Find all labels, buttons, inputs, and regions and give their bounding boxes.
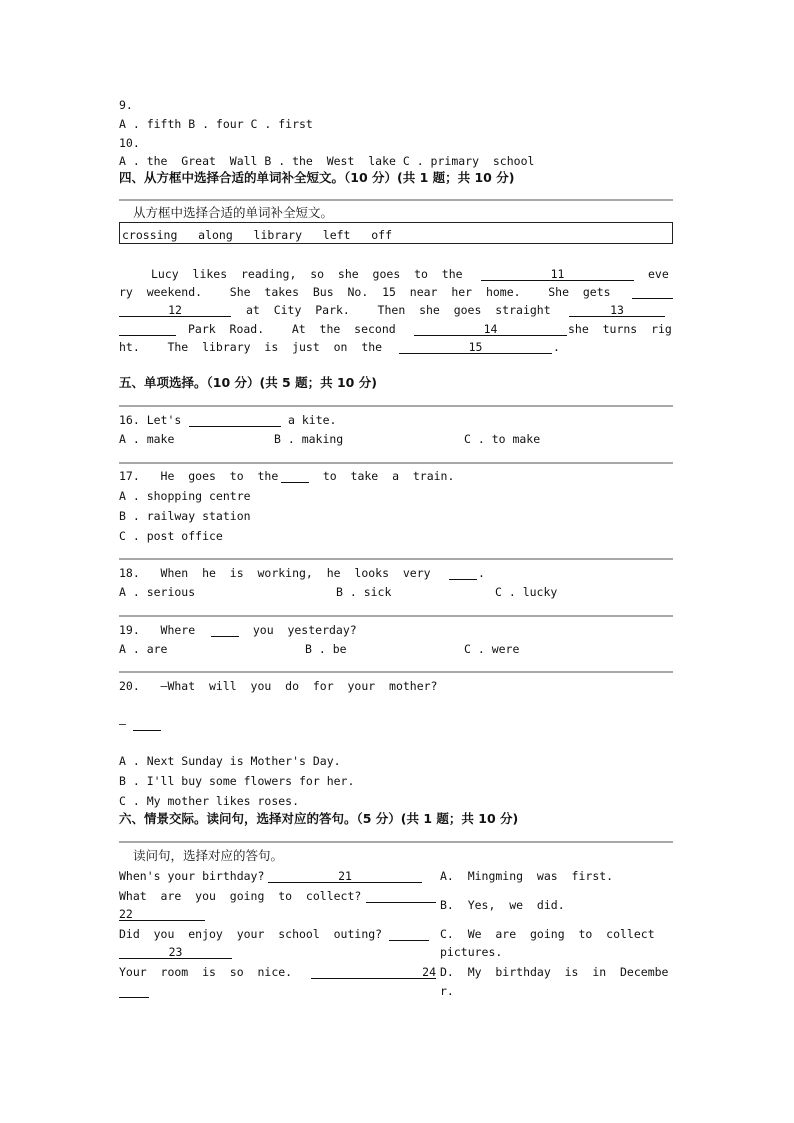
q16-stem-b: a kite. [288, 413, 337, 427]
passage-line-1-end: eve [648, 267, 669, 281]
q24-question: Your room is so nice. [119, 965, 293, 979]
divider [119, 841, 673, 843]
q9-options: A . fifth B . four C . first [119, 117, 313, 131]
blank-13-number: 13 [569, 303, 665, 317]
blank-14-number: 14 [414, 322, 567, 336]
blank-15-number: 15 [399, 340, 552, 354]
q16-option-b[interactable]: B . making [274, 432, 344, 446]
passage-line-1: Lucy likes reading, so she goes to the [151, 267, 463, 281]
q20-option-b[interactable]: B . I'll buy some flowers for her. [119, 774, 355, 788]
q21-question: When's your birthday? [119, 869, 265, 883]
word-box-words: crossing along library left off [122, 228, 393, 242]
q16-blank[interactable] [189, 413, 281, 430]
q20-reply: — [119, 717, 126, 731]
blank-22[interactable] [119, 907, 205, 921]
answer-c-line-1: C. We are going to collect [440, 927, 655, 941]
section5-title: 五、单项选择。（10 分）(共 5 题；共 10 分) [119, 375, 377, 390]
answer-d-line-1: D. My birthday is in Decembe [440, 965, 669, 979]
q18-option-b[interactable]: B . sick [336, 585, 392, 599]
blank-13[interactable] [569, 303, 665, 317]
q19-option-c[interactable]: C . were [464, 642, 520, 656]
blank-21[interactable] [268, 869, 422, 883]
q19-blank[interactable] [211, 623, 239, 640]
answer-b: B. Yes, we did. [440, 898, 565, 912]
answer-c-line-2: pictures. [440, 945, 503, 959]
blank-15[interactable] [399, 340, 552, 354]
q9-number: 9. [119, 98, 133, 112]
q17-option-b[interactable]: B . railway station [119, 509, 251, 523]
blank-12-start[interactable] [632, 285, 673, 302]
q16-option-a[interactable]: A . make [119, 432, 175, 446]
q19-option-b[interactable]: B . be [305, 642, 347, 656]
blank-23-end[interactable] [389, 927, 429, 944]
section6-instruction: 读问句，选择对应的答句。 [133, 848, 284, 863]
blank-11[interactable] [481, 267, 634, 281]
q16-option-c[interactable]: C . to make [464, 432, 541, 446]
blank-23-number: 23 [119, 945, 232, 959]
passage-line-4-end: she turns rig [568, 322, 672, 336]
passage-line-4: Park Road. At the second [188, 322, 396, 336]
answer-d-line-2: r. [440, 984, 454, 998]
q17-stem-b: to take a train. [309, 469, 455, 483]
q17-stem-a: 17. He goes to the [119, 469, 279, 483]
q18-stem-a: 18. When he is working, he looks very [119, 566, 431, 580]
q17-option-a[interactable]: A . shopping centre [119, 489, 251, 503]
blank-11-number: 11 [481, 267, 634, 281]
q20-blank[interactable] [133, 717, 161, 734]
blank-24-end[interactable] [119, 984, 149, 1001]
divider [119, 462, 673, 464]
blank-23[interactable] [119, 945, 232, 959]
q23-question: Did you enjoy your school outing? [119, 927, 383, 941]
passage-line-2: ry weekend. She takes Bus No. 15 near her home. She gets [119, 285, 611, 299]
blank-21-number: 21 [268, 869, 422, 883]
q16-stem-a: 16. Let's [119, 413, 182, 427]
q19-stem-a: 19. Where [119, 623, 196, 637]
q20-stem: 20. —What will you do for your mother? [119, 679, 438, 693]
q10-options: A . the Great Wall B . the West lake C . primary school [119, 154, 535, 168]
passage-line-3: at City Park. Then she goes straight [246, 303, 551, 317]
q19-option-a[interactable]: A . are [119, 642, 168, 656]
section4-title: 四、从方框中选择合适的单词补全短文。（10 分）(共 1 题；共 10 分) [119, 170, 515, 185]
q18-blank[interactable] [449, 566, 477, 583]
blank-14[interactable] [414, 322, 567, 336]
blank-24[interactable] [311, 965, 436, 979]
blank-12-number: 12 [119, 303, 231, 317]
divider [119, 405, 673, 407]
q18-option-c[interactable]: C . lucky [495, 585, 558, 599]
q20-option-c[interactable]: C . My mother likes roses. [119, 794, 300, 808]
q17-option-c[interactable]: C . post office [119, 529, 223, 543]
q22-question: What are you going to collect? [119, 889, 362, 903]
q10-number: 10. [119, 136, 140, 150]
q17-blank[interactable] [281, 469, 309, 486]
blank-24-number: 24 [311, 965, 436, 979]
passage-line-5: ht. The library is just on the [119, 340, 383, 354]
q19-stem-b: you yesterday? [239, 623, 357, 637]
blank-13-end[interactable] [119, 322, 176, 339]
section4-instruction: 从方框中选择合适的单词补全短文。 [133, 205, 334, 220]
divider [119, 671, 673, 673]
passage-line-5-end: . [553, 340, 560, 354]
section6-title: 六、情景交际。读问句，选择对应的答句。（5 分）(共 1 题；共 10 分) [119, 811, 519, 826]
divider [119, 199, 673, 201]
blank-22-end[interactable] [366, 889, 436, 906]
q18-option-a[interactable]: A . serious [119, 585, 196, 599]
divider [119, 558, 673, 560]
blank-22-number: 22 [119, 907, 205, 921]
answer-a: A. Mingming was first. [440, 869, 614, 883]
blank-12[interactable] [119, 303, 231, 317]
q20-option-a[interactable]: A . Next Sunday is Mother's Day. [119, 754, 341, 768]
divider [119, 615, 673, 617]
q18-stem-b: . [478, 566, 485, 580]
